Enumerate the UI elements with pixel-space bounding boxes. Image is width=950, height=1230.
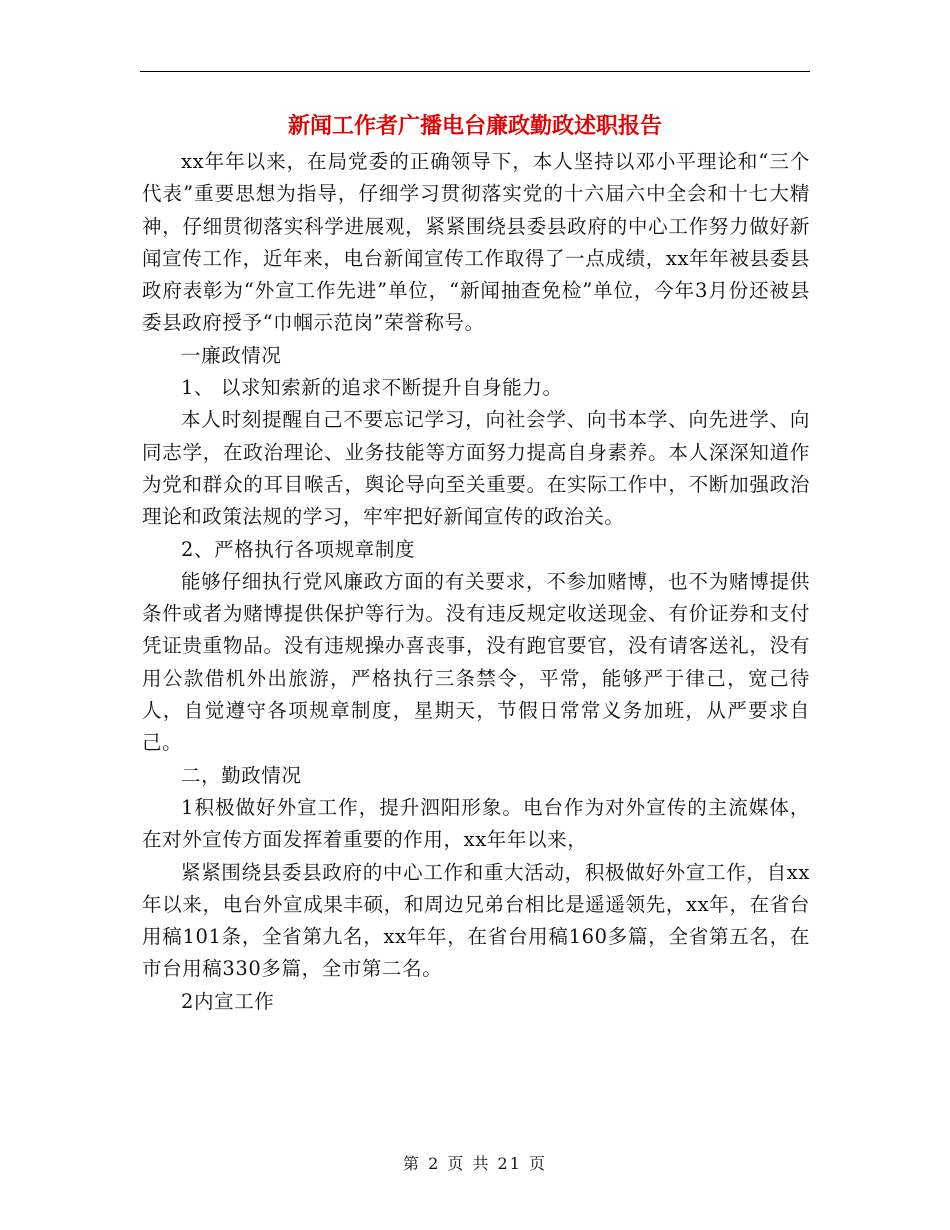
document-title: 新闻工作者广播电台廉政勤政述职报告 [287, 113, 662, 139]
section-heading: 二，勤政情况 [181, 763, 302, 787]
section-heading: 一廉政情况 [181, 343, 282, 367]
body-paragraph: 能够仔细执行党风廉政方面的有关要求，不参加赌博，也不为赌博提供条件或者为赌博提供保护等行为。没有违反规定收送现金、有价证券和支付凭证贵重物品。没有违规操办喜丧事，没有跑官要官，没有请客送礼，没有用公款借机外出旅游，严格执行三条禁令，平常，能够严于律己，宽己待人，自觉遵守各项规章制度，星期天，节假日常常义务加班，从严要求自己。 [142, 569, 810, 755]
header-rule [140, 71, 810, 72]
page-footer [140, 1152, 810, 1176]
subsection-heading: 2、严格执行各项规章制度 [181, 537, 416, 561]
subsection-heading: 1、 以求知索新的追求不断提升自身能力。 [181, 376, 563, 400]
page-number: 第 2 页 共 21 页 [403, 1154, 547, 1173]
body-paragraph: 紧紧围绕县委县政府的中心工作和重大活动，积极做好外宣工作，自xx年以来，电台外宣成果丰硕，和周边兄弟台相比是遥遥领先，xx年，在省台用稿101条，全省第九名，xx年年，在省台用稿160多篇，全省第五名，在市台用稿330多篇，全市第二名。 [142, 860, 810, 981]
body-paragraph: 本人时刻提醒自己不要忘记学习，向社会学、向书本学、向先进学、向同志学，在政治理论、业务技能等方面努力提高自身素养。本人深深知道作为党和群众的耳目喉舌，舆论导向至关重要。在实际工作中，不断加强政治理论和政策法规的学习，牢牢把好新闻宣传的政治关。 [142, 408, 810, 529]
subsection-heading: 2内宣工作 [181, 989, 275, 1013]
body-paragraph: 1积极做好外宣工作，提升泗阳形象。电台作为对外宣传的主流媒体，在对外宣传方面发挥着重要的作用，xx年年以来， [142, 795, 810, 852]
body-paragraph: xx年年以来，在局党委的正确领导下，本人坚持以邓小平理论和“三个代表”重要思想为指导，仔细学习贯彻落实党的十六届六中全会和十七大精神，仔细贯彻落实科学进展观，紧紧围绕县委县政府的中心工作努力做好新闻宣传工作，近年来，电台新闻宣传工作取得了一点成绩，xx年年被县委县政府表彰为“外宣工作先进”单位，“新闻抽查免检”单位，今年3月份还被县委县政府授予“巾帼示范岗”荣誉称号。 [142, 150, 810, 335]
document-body [142, 146, 810, 1018]
